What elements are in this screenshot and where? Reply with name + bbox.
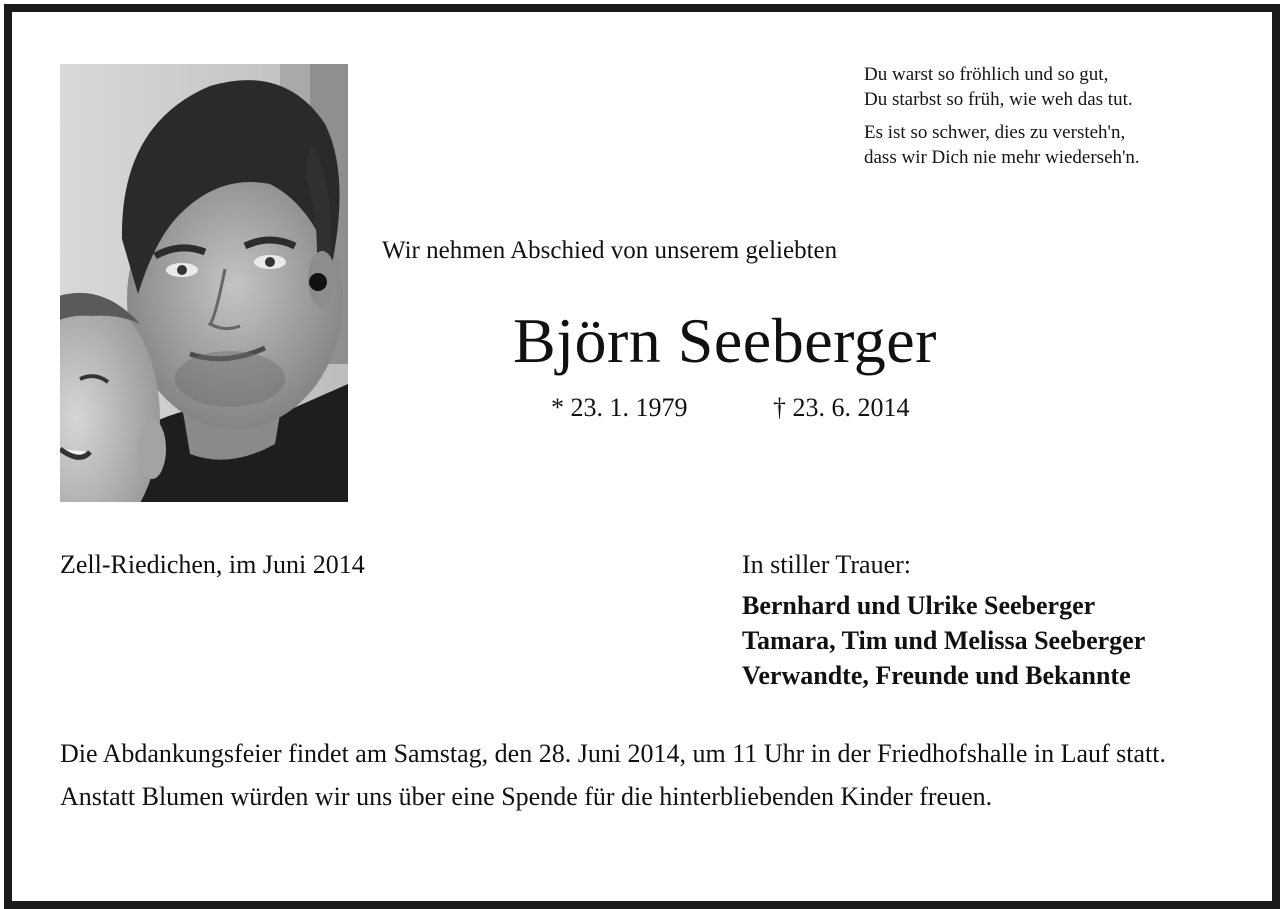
poem-line: Du warst so fröhlich und so gut, [864,64,1109,85]
portrait-photo [60,64,348,502]
donation-notice: Anstatt Blumen würden wir uns über eine Spende für die hinterbliebenden Kinder freuen. [60,782,993,811]
mourner-family: Verwandte, Freunde und Bekannte [742,661,1131,690]
death-date: † 23. 6. 2014 [773,393,910,422]
poem [864,62,1140,178]
poem-stanza [864,62,1140,112]
notice-block [60,737,1220,823]
poem-line: Es ist so schwer, dies zu versteh'n, [864,122,1126,143]
poem-stanza [864,120,1140,170]
mourners-label: In stiller Trauer: [742,550,911,579]
mourners-block [742,550,1145,693]
mourner-family: Bernhard und Ulrike Seeberger [742,591,1096,620]
deceased-name: Björn Seeberger [513,305,937,376]
place-date: Zell-Riedichen, im Juni 2014 [60,550,365,579]
intro-text: Wir nehmen Abschied von unserem geliebten [382,237,838,264]
poem-line: Du starbst so früh, wie weh das tut. [864,89,1133,110]
birth-date: * 23. 1. 1979 [551,393,688,422]
mourner-family: Tamara, Tim und Melissa Seeberger [742,626,1146,655]
ceremony-notice: Die Abdankungsfeier findet am Samstag, den 28. Juni 2014, um 11 Uhr in der Friedhofshalle in Lauf statt. [60,739,1166,768]
poem-line: dass wir Dich nie mehr wiederseh'n. [864,147,1140,168]
